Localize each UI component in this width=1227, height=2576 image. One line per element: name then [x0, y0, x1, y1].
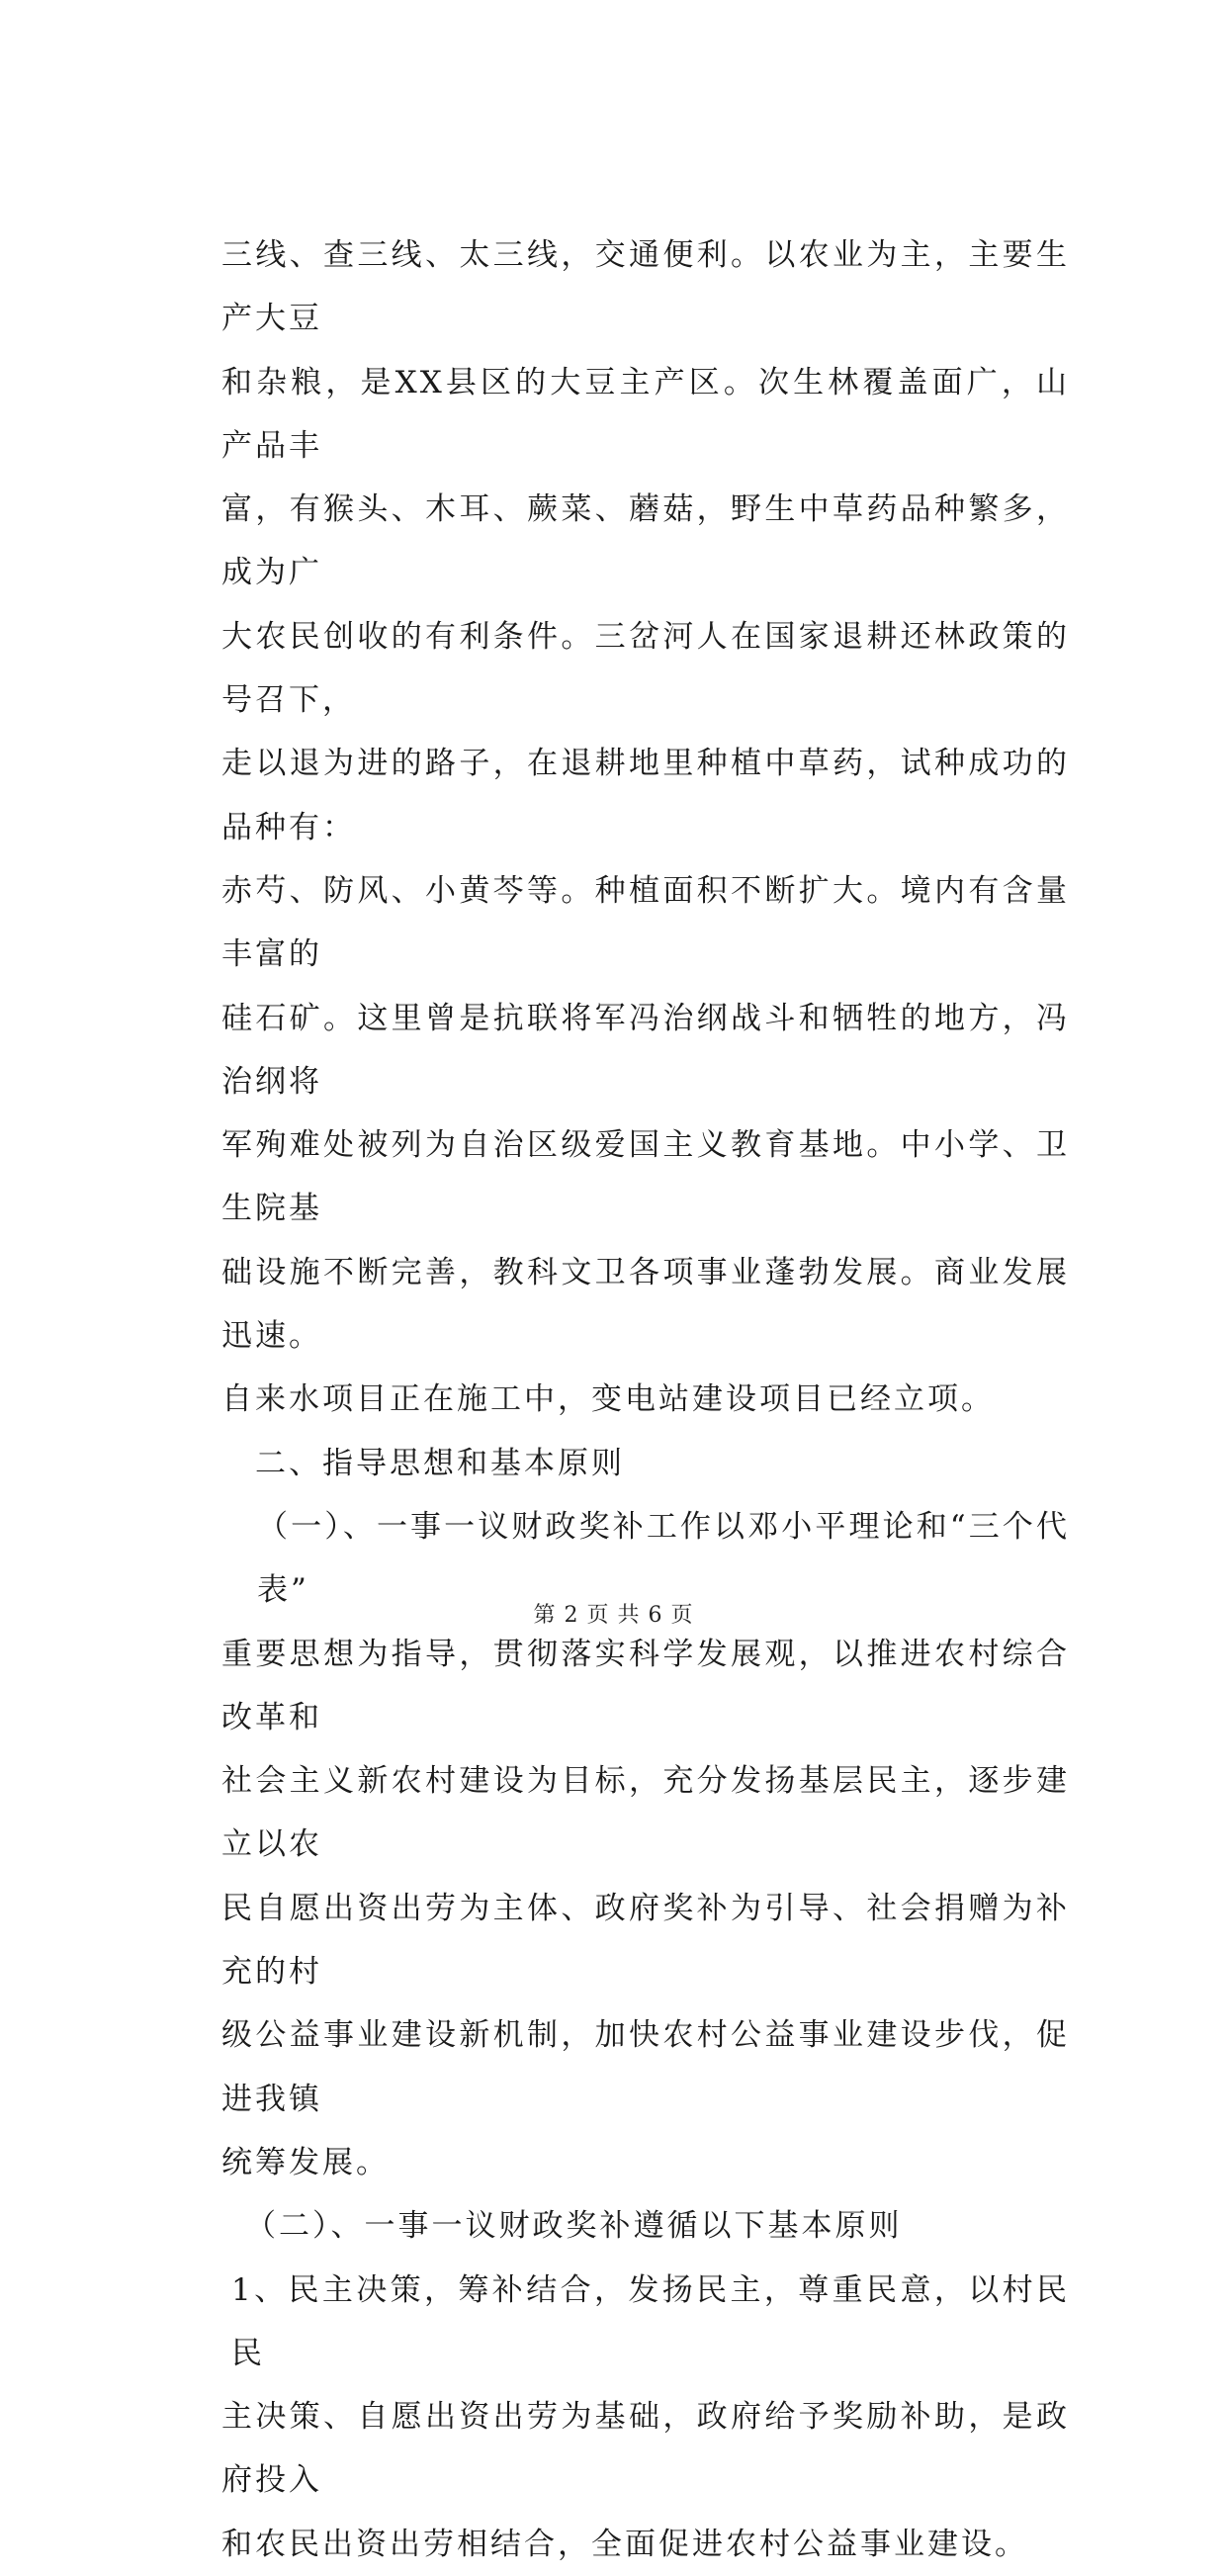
text-line: 富，有猴头、木耳、蕨菜、蘑菇，野生中草药品种繁多，成为广	[221, 491, 1070, 591]
subheading-basic-principles	[221, 2194, 1070, 2258]
text-line: 主决策、自愿出资出劳为基础，政府给予奖励补助，是政府投入	[221, 2399, 1070, 2499]
section-heading-guiding-principles	[221, 1432, 1070, 1495]
page-number-label: 第 2 页 共 6 页	[533, 1603, 694, 1628]
text-line: 1、民主决策，筹补结合，发扬民主，尊重民意，以村民民	[231, 2271, 1070, 2371]
text-line: 硅石矿。这里曾是抗联将军冯治纲战斗和牺牲的地方，冯治纲将	[221, 1000, 1070, 1100]
text-line: （一）、一事一议财政奖补工作以邓小平理论和“三个代表”	[257, 1508, 1070, 1609]
text-line: （二）、一事一议财政奖补遵循以下基本原则	[245, 2208, 903, 2245]
text-line: 赤芍、防风、小黄芩等。种植面积不断扩大。境内有含量丰富的	[221, 872, 1070, 973]
text-line: 三线、查三线、太三线，交通便利。以农业为主，主要生产大豆	[221, 237, 1070, 337]
text-line: 和农民出资出劳相结合，全面促进农村公益事业建设。	[221, 2526, 1028, 2562]
page-footer	[0, 1598, 1227, 1629]
paragraph-village-overview	[221, 223, 1070, 1432]
text-line: 和杂粮，是XX县区的大豆主产区。次生林覆盖面广，山产品丰	[221, 364, 1070, 464]
text-line: 军殉难处被列为自治区级爱国主义教育基地。中小学、卫生院基	[221, 1127, 1070, 1227]
text-line: 大农民创收的有利条件。三岔河人在国家退耕还林政策的号召下，	[221, 618, 1070, 719]
text-line: 民自愿出资出劳为主体、政府奖补为引导、社会捐赠为补充的村	[221, 1890, 1070, 1991]
text-line: 级公益事业建设新机制，加快农村公益事业建设步伐，促进我镇	[221, 2017, 1070, 2117]
text-line: 础设施不断完善，教科文卫各项事业蓬勃发展。商业发展迅速。	[221, 1254, 1070, 1355]
heading-text: 二、指导思想和基本原则	[255, 1445, 625, 1481]
document-body	[221, 223, 1070, 2576]
text-line: 重要思想为指导，贯彻落实科学发展观，以推进农村综合改革和	[221, 1636, 1070, 1735]
text-line: 自来水项目正在施工中，变电站建设项目已经立项。	[221, 1381, 995, 1418]
text-line: 统筹发展。	[221, 2144, 390, 2180]
paragraph-principle-1	[221, 2259, 1070, 2576]
text-line: 社会主义新农村建设为目标，充分发扬基层民主，逐步建立以农	[221, 1763, 1070, 1863]
text-line: 走以退为进的路子，在退耕地里种植中草药，试种成功的品种有：	[221, 746, 1070, 845]
